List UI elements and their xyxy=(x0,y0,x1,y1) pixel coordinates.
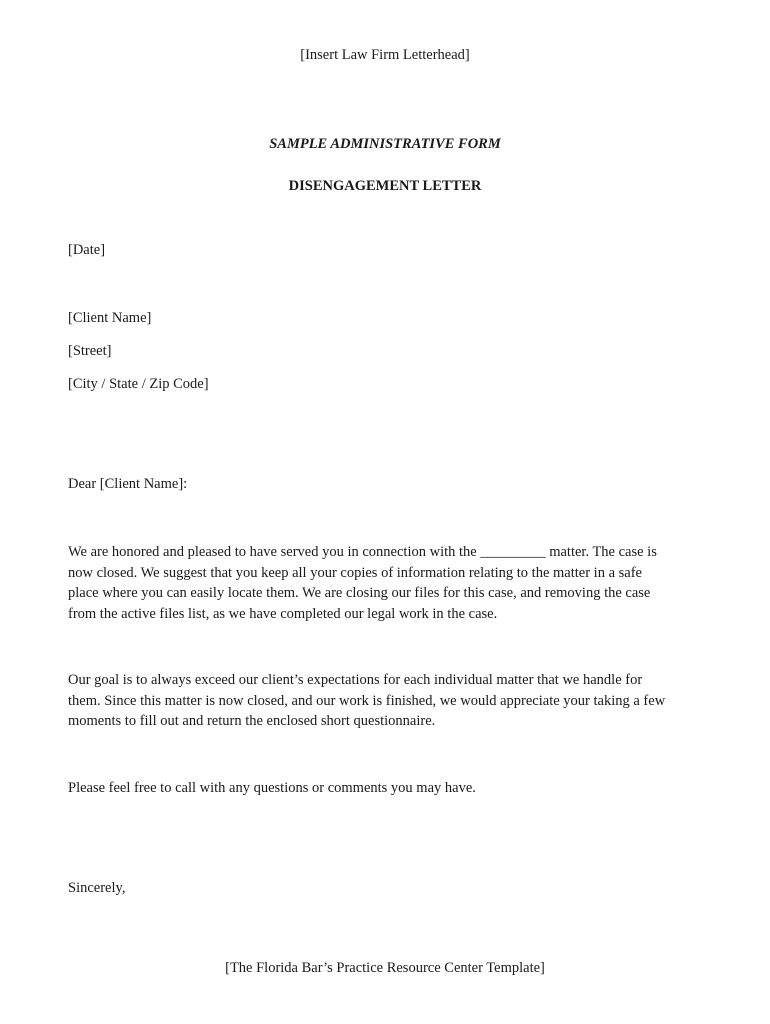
street-placeholder: [Street] xyxy=(68,343,112,359)
paragraph-line: now closed. We suggest that you keep all your copies of information relating to the matter in a safe xyxy=(68,564,642,581)
paragraph-line: We are honored and pleased to have served you in connection with the _________ matter. The case is xyxy=(68,544,657,560)
paragraph-line: them. Since this matter is now closed, and our work is finished, we would appreciate your taking a few xyxy=(68,692,666,709)
letter-title: DISENGAGEMENT LETTER xyxy=(288,178,482,194)
body-paragraph-3 xyxy=(68,778,708,799)
city-state-zip-placeholder: [City / State / Zip Code] xyxy=(68,376,209,392)
date-placeholder: [Date] xyxy=(68,242,106,258)
paragraph-line: Please feel free to call with any questions or comments you may have. xyxy=(68,780,476,796)
paragraph-line: moments to fill out and return the enclosed short questionnaire. xyxy=(68,713,436,729)
body-paragraph-2 xyxy=(68,670,708,732)
client-name-placeholder: [Client Name] xyxy=(68,310,152,326)
form-title: SAMPLE ADMINISTRATIVE FORM xyxy=(269,136,501,152)
letterhead-placeholder: [Insert Law Firm Letterhead] xyxy=(300,47,470,63)
paragraph-line: place where you can easily locate them. We are closing our files for this case, and removing the case xyxy=(68,585,651,601)
paragraph-line: from the active files list, as we have completed our legal work in the case. xyxy=(68,605,498,622)
footer-template-note: [The Florida Bar’s Practice Resource Center Template] xyxy=(225,960,545,976)
paragraph-line: Our goal is to always exceed our client’s expectations for each individual matter that we handle for xyxy=(68,672,643,688)
closing: Sincerely, xyxy=(68,880,126,896)
body-paragraph-1 xyxy=(68,542,708,624)
salutation: Dear [Client Name]: xyxy=(68,476,188,492)
